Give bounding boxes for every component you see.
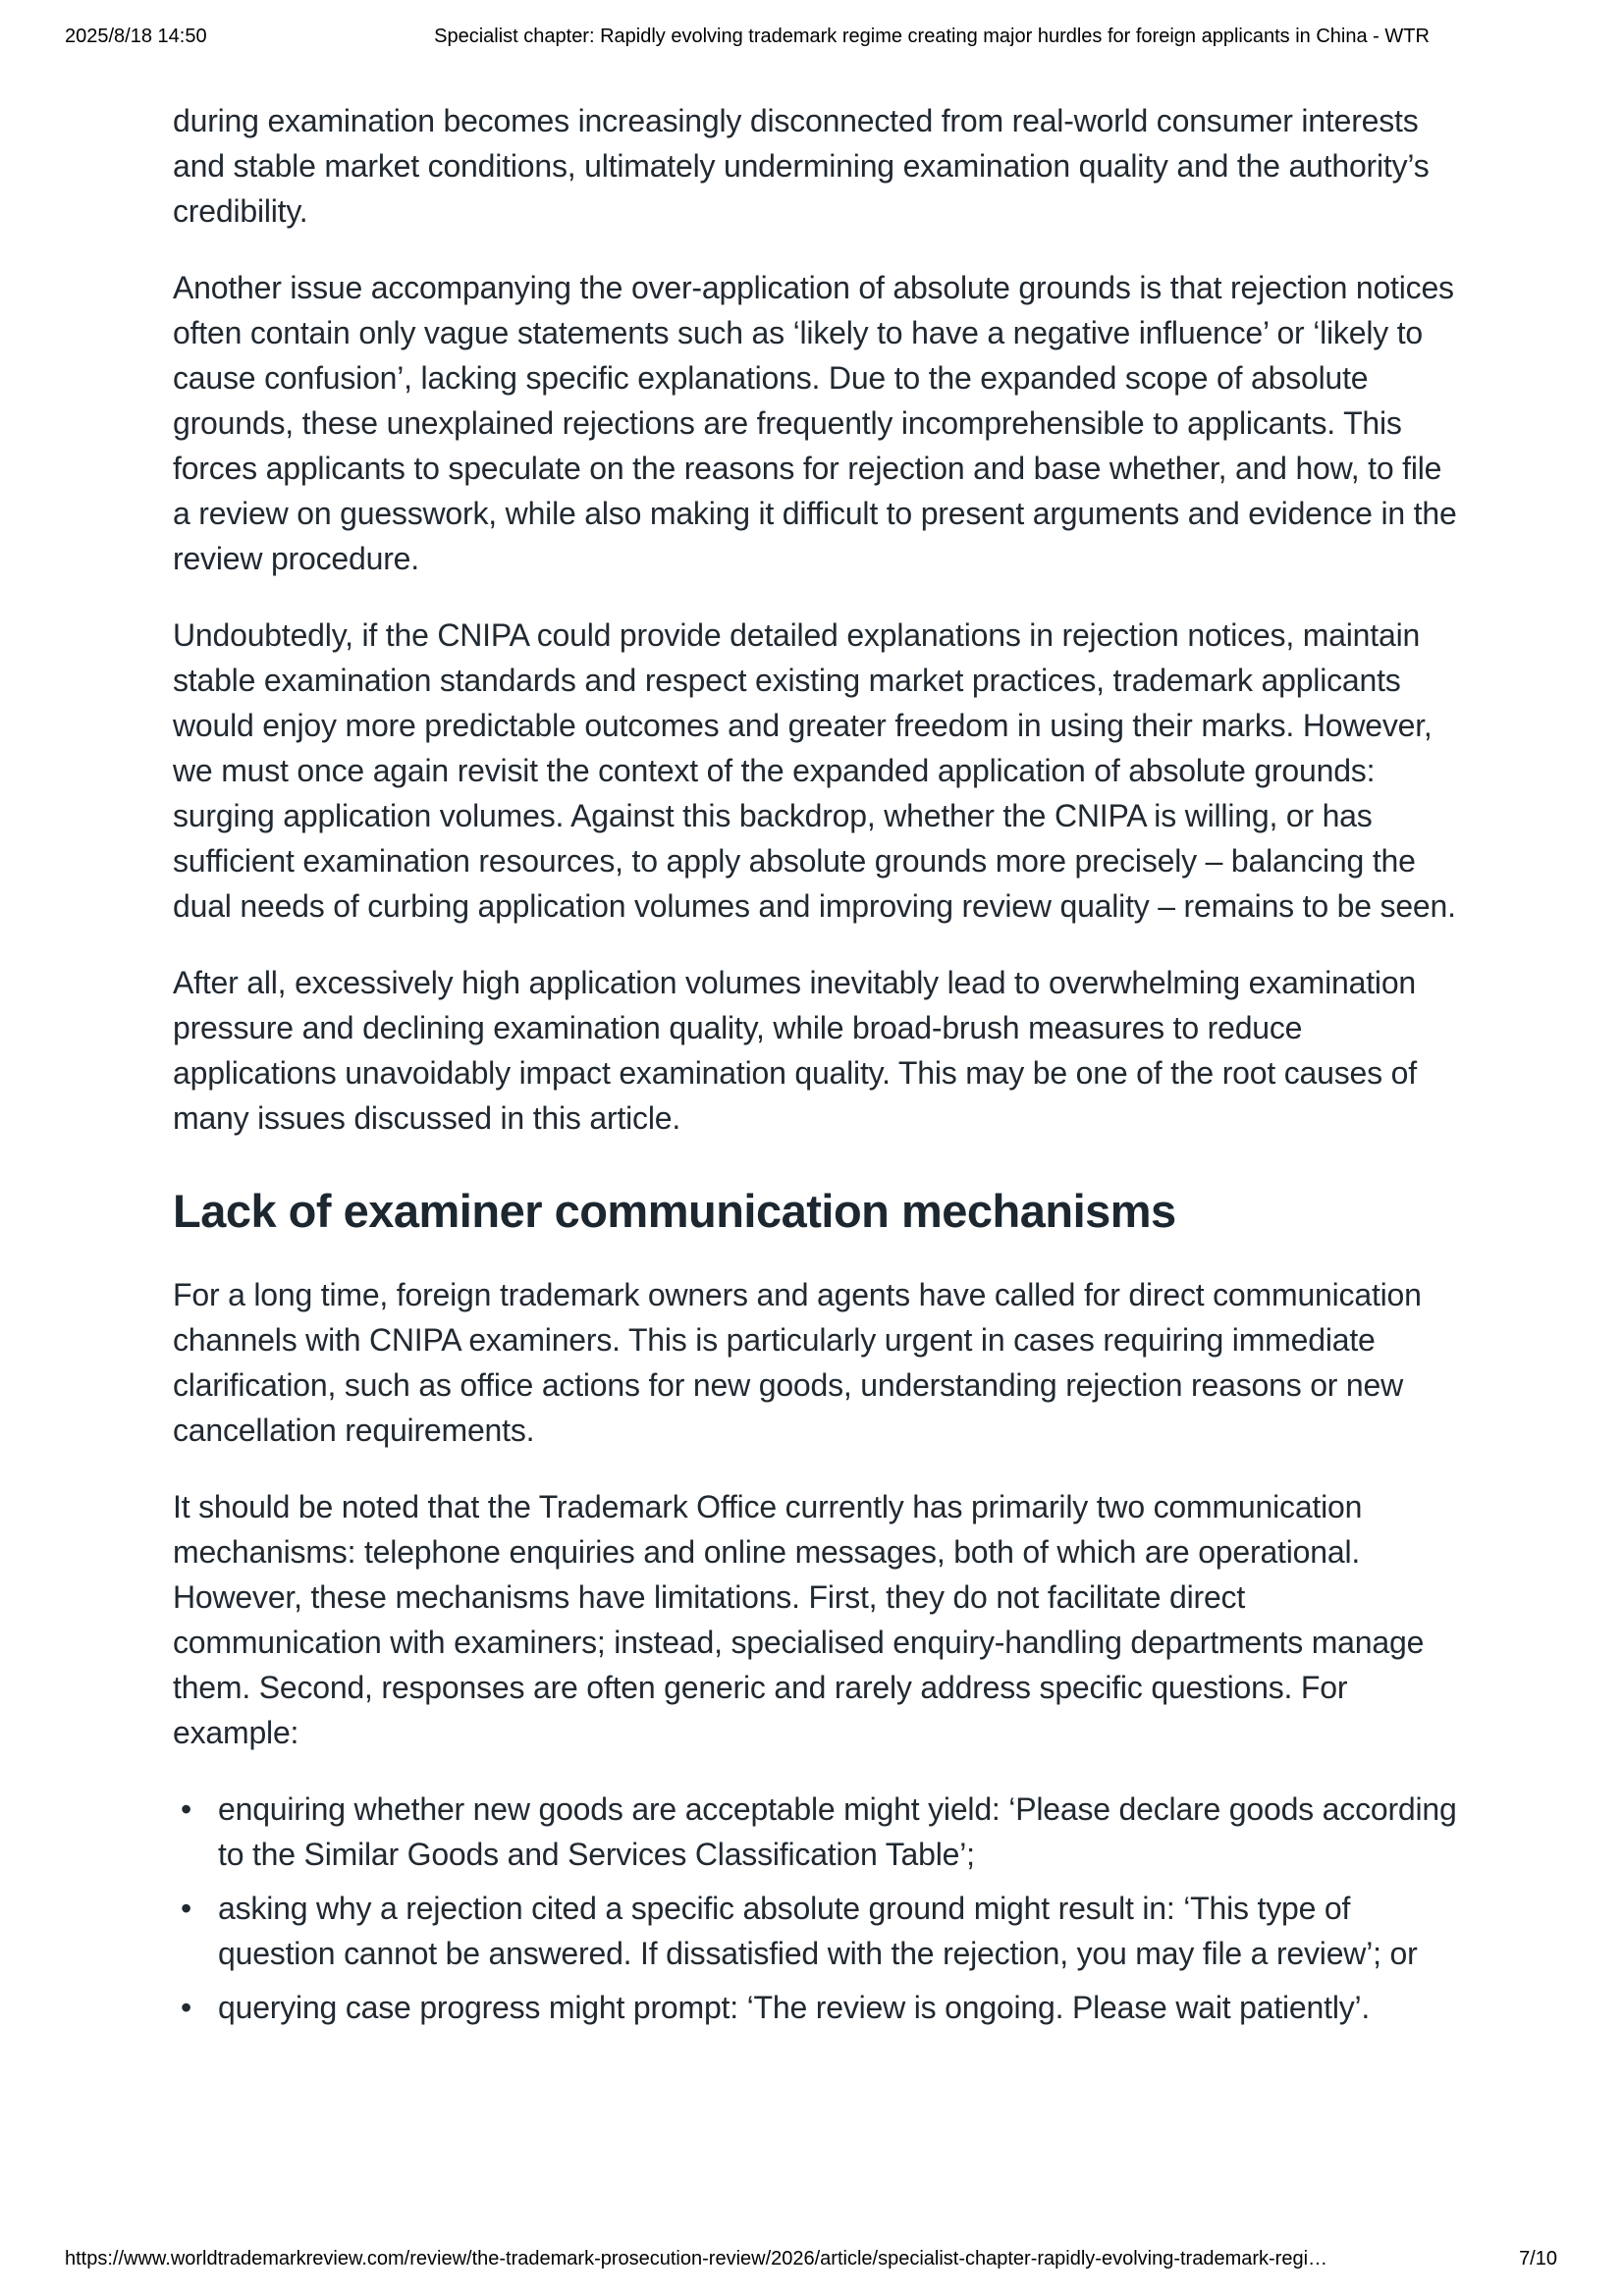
bullet-item: • enquiring whether new goods are acceptable might yield: ‘Please declare goods according to the Similar Goods and Services Classification Table’; xyxy=(173,1787,1457,1877)
article-paragraph: Another issue accompanying the over-application of absolute grounds is that rejection notices often contain only vague statements such as ‘likely to have a negative influence’ or ‘likely to cause confusion’, lacking specific explanations. Due to the expanded scope of absolute grounds, these unexplained rejections are frequently incomprehensible to applicants. This forces applicants to speculate on the reasons for rejection and base whether, and how, to file a review on guesswork, while also making it difficult to present arguments and evidence in the review procedure. xyxy=(173,270,1457,576)
article-paragraph: It should be noted that the Trademark Office currently has primarily two communication mechanisms: telephone enquiries and online messages, both of which are operational. However, these mechanisms have limitations. First, they do not facilitate direct communication with examiners; instead, specialised enquiry-handling departments manage them. Second, responses are often generic and rarely address specific questions. For example: xyxy=(173,1489,1425,1750)
print-footer xyxy=(65,2248,1557,2270)
footer-url: https://www.worldtrademarkreview.com/review/the-trademark-prosecution-review/2026/article/specialist-chapter-rapidly-evolving-trademark-regi… xyxy=(65,2248,1328,2269)
article-paragraph: After all, excessively high application volumes inevitably lead to overwhelming examination pressure and declining examination quality, while broad-brush measures to reduce applications unavoidably impact examination quality. This may be one of the root causes of many issues discussed in this article. xyxy=(173,965,1417,1136)
article-paragraph: For a long time, foreign trademark owners and agents have called for direct communication channels with CNIPA examiners. This is particularly urgent in cases requiring immediate clarification, such as office actions for new goods, understanding rejection reasons or new cancellation requirements. xyxy=(173,1277,1422,1448)
section-heading: Lack of examiner communication mechanisms xyxy=(173,1185,1176,1237)
page-number: 7/10 xyxy=(1519,2248,1557,2269)
article-body xyxy=(173,98,1457,2030)
article-paragraph: Undoubtedly, if the CNIPA could provide detailed explanations in rejection notices, maintain stable examination standards and respect existing market practices, trademark applicants would enjoy more predictable outcomes and greater freedom in using their marks. However, we must once again revisit the context of the expanded application of absolute grounds: surging application volumes. Against this backdrop, whether the CNIPA is willing, or has sufficient examination resources, to apply absolute grounds more precisely – balancing the dual needs of curbing application volumes and improving review quality – remains to be seen. xyxy=(173,617,1456,924)
print-header xyxy=(65,26,1558,55)
print-title: Specialist chapter: Rapidly evolving trademark regime creating major hurdles for foreign applicants in China - WTR xyxy=(434,26,1430,47)
bullet-item: • querying case progress might prompt: ‘The review is ongoing. Please wait patiently’. xyxy=(173,1985,1457,2030)
bullet-list xyxy=(173,1787,1457,2030)
print-datetime: 2025/8/18 14:50 xyxy=(65,26,207,47)
article-paragraph: during examination becomes increasingly disconnected from real-world consumer interests and stable market conditions, ultimately undermining examination quality and the authority’s credibility. xyxy=(173,103,1430,229)
bullet-item: • asking why a rejection cited a specific absolute ground might result in: ‘This type of question cannot be answered. If dissatisfied with the rejection, you may file a review’; or xyxy=(173,1886,1457,1976)
